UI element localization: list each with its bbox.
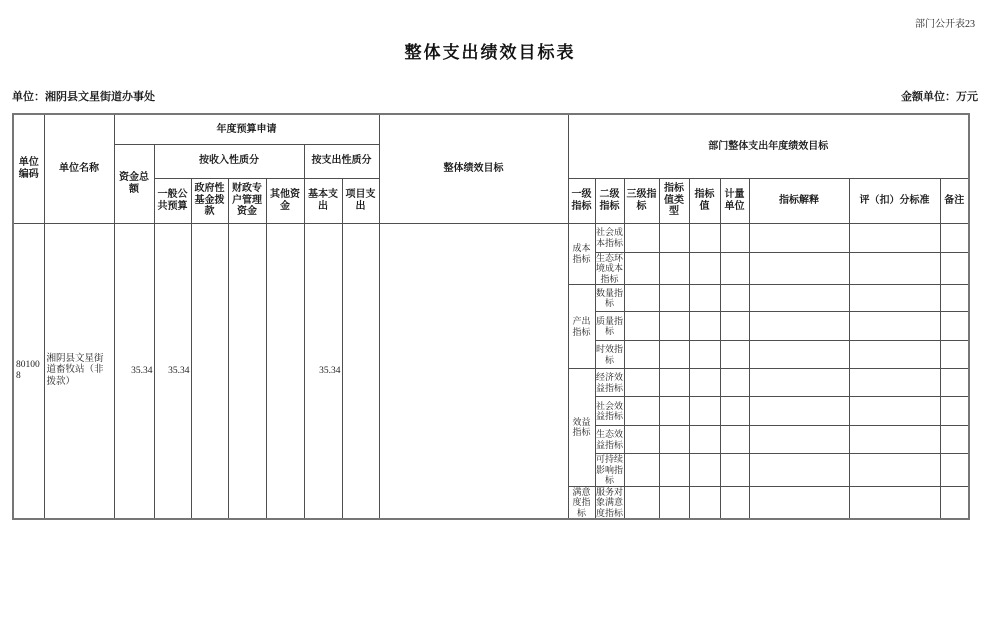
header-dept-annual-performance-target: 部门整体支出年度绩效目标 [568, 114, 969, 178]
empty-cell [940, 312, 969, 341]
unit-code-cell: 801008 [13, 223, 44, 519]
empty-cell [720, 341, 749, 369]
header-unit-code: 单位编码 [13, 114, 44, 223]
header-general-public-budget: 一般公共预算 [154, 178, 191, 223]
empty-cell [849, 341, 940, 369]
empty-cell [940, 223, 969, 252]
empty-cell [659, 369, 689, 397]
empty-cell [940, 454, 969, 487]
empty-cell [749, 426, 849, 454]
empty-cell [749, 223, 849, 252]
empty-cell [624, 252, 659, 285]
unit-name-cell: 湘阴县文星街道畜牧站（非拨款） [44, 223, 114, 519]
empty-cell [720, 312, 749, 341]
header-level3-indicator: 三级指标 [624, 178, 659, 223]
empty-cell [749, 486, 849, 519]
empty-cell [720, 285, 749, 312]
empty-cell [689, 454, 720, 487]
empty-cell [749, 397, 849, 426]
empty-cell [624, 285, 659, 312]
empty-cell [940, 369, 969, 397]
table-row [13, 223, 969, 252]
level2-indicator-cell: 质量指标 [595, 312, 624, 341]
empty-cell [624, 369, 659, 397]
empty-cell [940, 397, 969, 426]
empty-cell [849, 312, 940, 341]
empty-cell [749, 312, 849, 341]
empty-cell [689, 285, 720, 312]
empty-cell [720, 454, 749, 487]
header-level2-indicator: 二级指标 [595, 178, 624, 223]
level2-indicator-cell: 数量指标 [595, 285, 624, 312]
empty-cell [689, 312, 720, 341]
empty-cell [624, 312, 659, 341]
general-public-budget-cell: 35.34 [154, 223, 191, 519]
empty-cell [720, 223, 749, 252]
empty-cell [659, 454, 689, 487]
empty-cell [659, 341, 689, 369]
empty-cell [689, 486, 720, 519]
fund-total-cell: 35.34 [114, 223, 154, 519]
level2-indicator-cell: 可持续影响指标 [595, 454, 623, 485]
empty-cell [849, 486, 940, 519]
empty-cell [720, 369, 749, 397]
fiscal-special-account-cell [228, 223, 266, 519]
empty-cell [940, 252, 969, 285]
empty-cell [849, 285, 940, 312]
level2-indicator-cell: 社会成本指标 [595, 223, 624, 252]
header-gov-fund-allocation: 政府性基金拨款 [191, 178, 228, 223]
level1-satisfaction-indicator-cell: 满意度指标 [568, 486, 595, 519]
empty-cell [659, 397, 689, 426]
page-title: 整体支出绩效目标表 [404, 43, 576, 62]
empty-cell [720, 486, 749, 519]
header-by-expenditure-nature: 按支出性质分 [304, 144, 379, 178]
header-indicator-value: 指标值 [689, 178, 720, 223]
empty-cell [689, 223, 720, 252]
empty-cell [749, 341, 849, 369]
empty-cell [659, 312, 689, 341]
header-basic-expenditure: 基本支出 [304, 178, 342, 223]
empty-cell [624, 426, 659, 454]
level2-indicator-cell: 社会效益指标 [595, 397, 624, 426]
level1-cost-indicator-cell: 成本指标 [568, 223, 595, 285]
level2-indicator-cell: 生态环境成本指标 [595, 252, 623, 284]
empty-cell [940, 285, 969, 312]
empty-cell [849, 426, 940, 454]
empty-cell [659, 252, 689, 285]
empty-cell [849, 369, 940, 397]
empty-cell [849, 252, 940, 285]
empty-cell [624, 454, 659, 487]
empty-cell [720, 397, 749, 426]
header-indicator-value-type: 指标值类型 [659, 178, 689, 223]
empty-cell [624, 397, 659, 426]
empty-cell [720, 252, 749, 285]
empty-cell [624, 486, 659, 519]
level1-benefit-indicator-cell: 效益指标 [568, 369, 595, 487]
empty-cell [624, 341, 659, 369]
header-annual-budget-application: 年度预算申请 [114, 114, 379, 144]
empty-cell [659, 285, 689, 312]
header-scoring-standard: 评（扣）分标准 [849, 178, 940, 223]
header-other-funds: 其他资金 [266, 178, 304, 223]
empty-cell [940, 426, 969, 454]
empty-cell [689, 397, 720, 426]
level2-indicator-cell: 时效指标 [595, 341, 624, 369]
empty-cell [659, 223, 689, 252]
empty-cell [624, 223, 659, 252]
empty-cell [849, 397, 940, 426]
overall-performance-target-cell [379, 223, 568, 519]
project-expenditure-cell [342, 223, 379, 519]
header-unit-name: 单位名称 [44, 114, 114, 223]
level2-indicator-cell: 服务对象满意度指标 [595, 486, 623, 518]
reporting-unit-label: 单位：湘阴县文星街道办事处 [12, 91, 155, 103]
empty-cell [749, 252, 849, 285]
empty-cell [849, 454, 940, 487]
header-fiscal-special-account: 财政专户管理资金 [228, 178, 266, 223]
empty-cell [689, 341, 720, 369]
empty-cell [689, 426, 720, 454]
level1-output-indicator-cell: 产出指标 [568, 285, 595, 369]
header-by-income-nature: 按收入性质分 [154, 144, 304, 178]
empty-cell [689, 369, 720, 397]
header-overall-performance-target: 整体绩效目标 [379, 114, 568, 223]
empty-cell [659, 486, 689, 519]
empty-cell [749, 369, 849, 397]
empty-cell [940, 486, 969, 519]
header-project-expenditure: 项目支出 [342, 178, 379, 223]
empty-cell [749, 285, 849, 312]
level2-indicator-cell: 经济效益指标 [595, 369, 624, 397]
empty-cell [749, 454, 849, 487]
empty-cell [849, 223, 940, 252]
amount-unit-label: 金额单位：万元 [901, 91, 978, 103]
empty-cell [940, 341, 969, 369]
performance-target-table [12, 113, 970, 520]
header-measure-unit: 计量单位 [720, 178, 749, 223]
level2-indicator-cell: 生态效益指标 [595, 426, 624, 454]
header-indicator-explanation: 指标解释 [749, 178, 849, 223]
header-level1-indicator: 一级指标 [568, 178, 595, 223]
gov-fund-allocation-cell [191, 223, 228, 519]
corner-label: 部门公开表23 [915, 19, 975, 30]
empty-cell [689, 252, 720, 285]
header-fund-total: 资金总额 [114, 144, 154, 223]
empty-cell [659, 426, 689, 454]
empty-cell [720, 426, 749, 454]
other-funds-cell [266, 223, 304, 519]
header-remarks: 备注 [940, 178, 969, 223]
basic-expenditure-cell: 35.34 [304, 223, 342, 519]
